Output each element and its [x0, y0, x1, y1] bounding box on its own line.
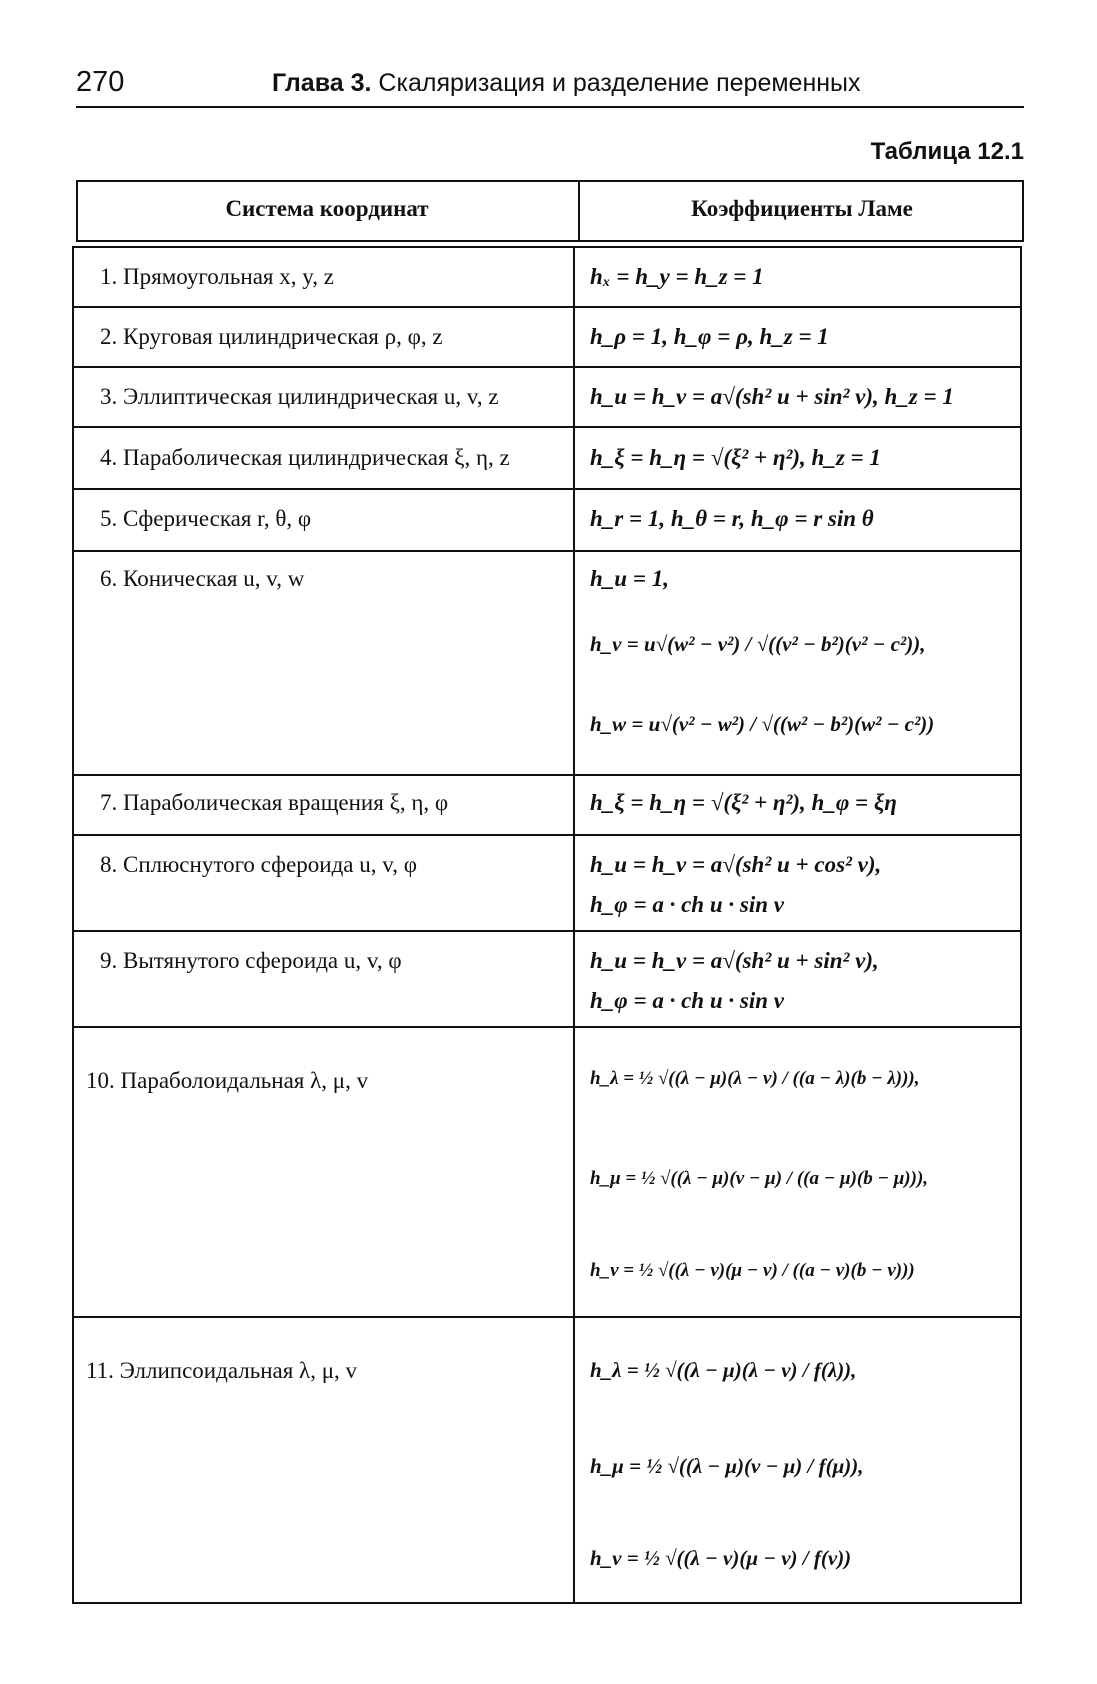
row-8-system: 8. Сплюснутого сфероида u, v, φ: [100, 852, 418, 877]
table-caption: Таблица 12.1: [870, 138, 1024, 165]
row-6-coefficient-hv: h_v = u√(w² − v²) / √((v² − b²)(v² − c²)),: [590, 632, 926, 656]
header-system: Система координат: [225, 196, 429, 221]
page-header: [76, 62, 1024, 108]
header-coefficients: Коэффициенты Ламе: [691, 196, 913, 221]
row-8-coefficient-hphi: h_φ = a · ch u · sin v: [590, 892, 784, 917]
page-number: 270: [76, 66, 125, 98]
row-9-coefficient-hphi: h_φ = a · ch u · sin v: [590, 988, 784, 1013]
row-10-coefficient-hlambda: h_λ = ½ √((λ − μ)(λ − v) / ((a − λ)(b − λ))),: [590, 1068, 920, 1089]
row-4-system: 4. Параболическая цилиндрическая ξ, η, z: [100, 445, 510, 470]
row-6-system: 6. Коническая u, v, w: [100, 566, 305, 591]
row-9-system: 9. Вытянутого сфероида u, v, φ: [100, 948, 402, 973]
row-separator: [72, 426, 1022, 428]
row-10-system: 10. Параболоидальная λ, μ, v: [86, 1068, 369, 1093]
row-5-system: 5. Сферическая r, θ, φ: [100, 506, 312, 531]
row-separator: [72, 366, 1022, 368]
row-separator: [72, 1316, 1022, 1318]
row-9-coefficient-hu: h_u = h_v = a√(sh² u + sin² v),: [590, 948, 879, 973]
body-divider: [573, 246, 575, 1604]
row-10-coefficient-hv: h_v = ½ √((λ − v)(μ − v) / ((a − v)(b − v))): [590, 1260, 915, 1281]
row-6-coefficient-hw: h_w = u√(v² − w²) / √((w² − b²)(w² − c²)): [590, 712, 935, 736]
row-separator: [72, 1026, 1022, 1028]
row-3-coefficients: h_u = h_v = a√(sh² u + sin² v), h_z = 1: [590, 384, 954, 409]
row-2-coefficients: h_ρ = 1, h_φ = ρ, h_z = 1: [590, 324, 829, 349]
row-5-coefficients: h_r = 1, h_θ = r, h_φ = r sin θ: [590, 506, 874, 531]
row-separator: [72, 306, 1022, 308]
row-4-coefficients: h_ξ = h_η = √(ξ² + η²), h_z = 1: [590, 445, 881, 470]
row-separator: [72, 488, 1022, 490]
row-3-system: 3. Эллиптическая цилиндрическая u, v, z: [100, 384, 499, 409]
row-11-coefficient-hmu: h_μ = ½ √((λ − μ)(v − μ) / f(μ)),: [590, 1454, 864, 1478]
chapter-title: Скаляризация и разделение переменных: [378, 69, 861, 97]
row-1-coefficients: hₓ = h_y = h_z = 1: [590, 264, 764, 289]
row-11-system: 11. Эллипсоидальная λ, μ, v: [86, 1358, 358, 1383]
row-11-coefficient-hv: h_v = ½ √((λ − v)(μ − v) / f(v)): [590, 1546, 852, 1570]
row-separator: [72, 834, 1022, 836]
row-6-coefficient-hu: h_u = 1,: [590, 566, 669, 591]
row-7-coefficients: h_ξ = h_η = √(ξ² + η²), h_φ = ξη: [590, 790, 897, 815]
row-separator: [72, 774, 1022, 776]
row-10-coefficient-hmu: h_μ = ½ √((λ − μ)(v − μ) / ((a − μ)(b − μ))),: [590, 1168, 929, 1189]
chapter-label: Глава 3.: [272, 69, 372, 97]
row-2-system: 2. Круговая цилиндрическая ρ, φ, z: [100, 324, 443, 349]
row-separator: [72, 550, 1022, 552]
running-title: [272, 69, 861, 98]
row-7-system: 7. Параболическая вращения ξ, η, φ: [100, 790, 449, 815]
row-separator: [72, 930, 1022, 932]
row-1-system: 1. Прямоугольная x, y, z: [100, 264, 334, 289]
row-11-coefficient-hlambda: h_λ = ½ √((λ − μ)(λ − v) / f(λ)),: [590, 1358, 857, 1382]
row-8-coefficient-hu: h_u = h_v = a√(sh² u + cos² v),: [590, 852, 882, 877]
